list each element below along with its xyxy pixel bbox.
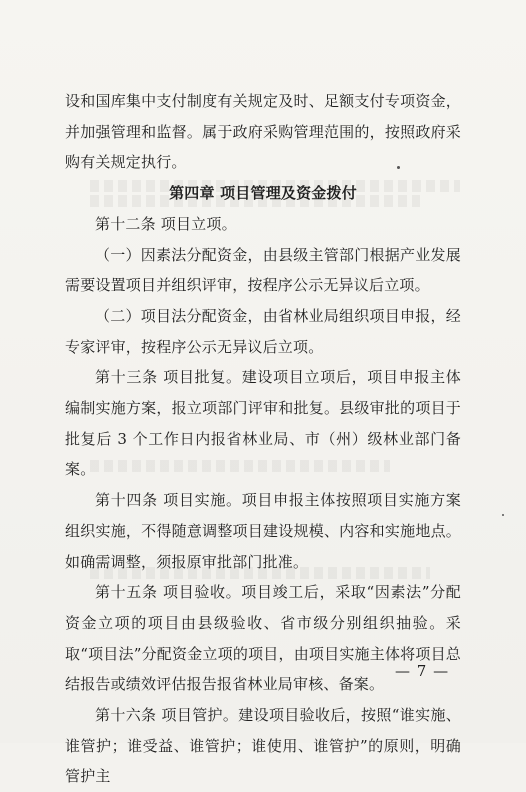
- scan-speck: [502, 514, 504, 516]
- article-16-paragraph: 第十六条 项目管护。建设项目验收后，按照“谁实施、谁管护；谁受益、谁管护；谁使用、谁管护”的原则，明确管护主: [65, 706, 461, 786]
- page-number: — 7 —: [395, 662, 450, 680]
- paragraph-continuation: 设和国库集中支付制度有关规定及时、足额支付专项资金，并加强管理和监督。属于政府采购管理范围的，按照政府采购有关规定执行。: [65, 92, 461, 172]
- article-15-paragraph: 第十五条 项目验收。项目竣工后，采取“因素法”分配资金立项的项目由县级验收、省市级分别组织抽验。采取“项目法”分配资金立项的项目，由项目实施主体将项目总结报告或绩效评估报告报省林业局审核、备案。: [65, 583, 461, 694]
- article-13-paragraph: 第十三条 项目批复。建设项目立项后，项目申报主体编制实施方案，报立项部门评审和批复。县级审批的项目于批复后 3 个工作日内报省林业局、市（州）级林业部门备案。: [65, 368, 461, 479]
- article-12-clause-2: （二）项目法分配资金，由省林业局组织项目申报，经专家评审，按程序公示无异议后立项。: [65, 306, 461, 356]
- article-12-clause-1: （一）因素法分配资金，由县级主管部门根据产业发展需要设置项目并组织评审，按程序公示无异议后立项。: [65, 245, 461, 295]
- chapter-heading: 第四章 项目管理及资金拨付: [169, 184, 357, 203]
- document-body: [65, 86, 461, 792]
- article-14-paragraph: 第十四条 项目实施。项目申报主体按照项目实施方案组织实施，不得随意调整项目建设规模、内容和实施地点。如确需调整，须报原审批部门批准。: [65, 491, 461, 571]
- article-12-heading: 第十二条 项目立项。: [95, 214, 237, 233]
